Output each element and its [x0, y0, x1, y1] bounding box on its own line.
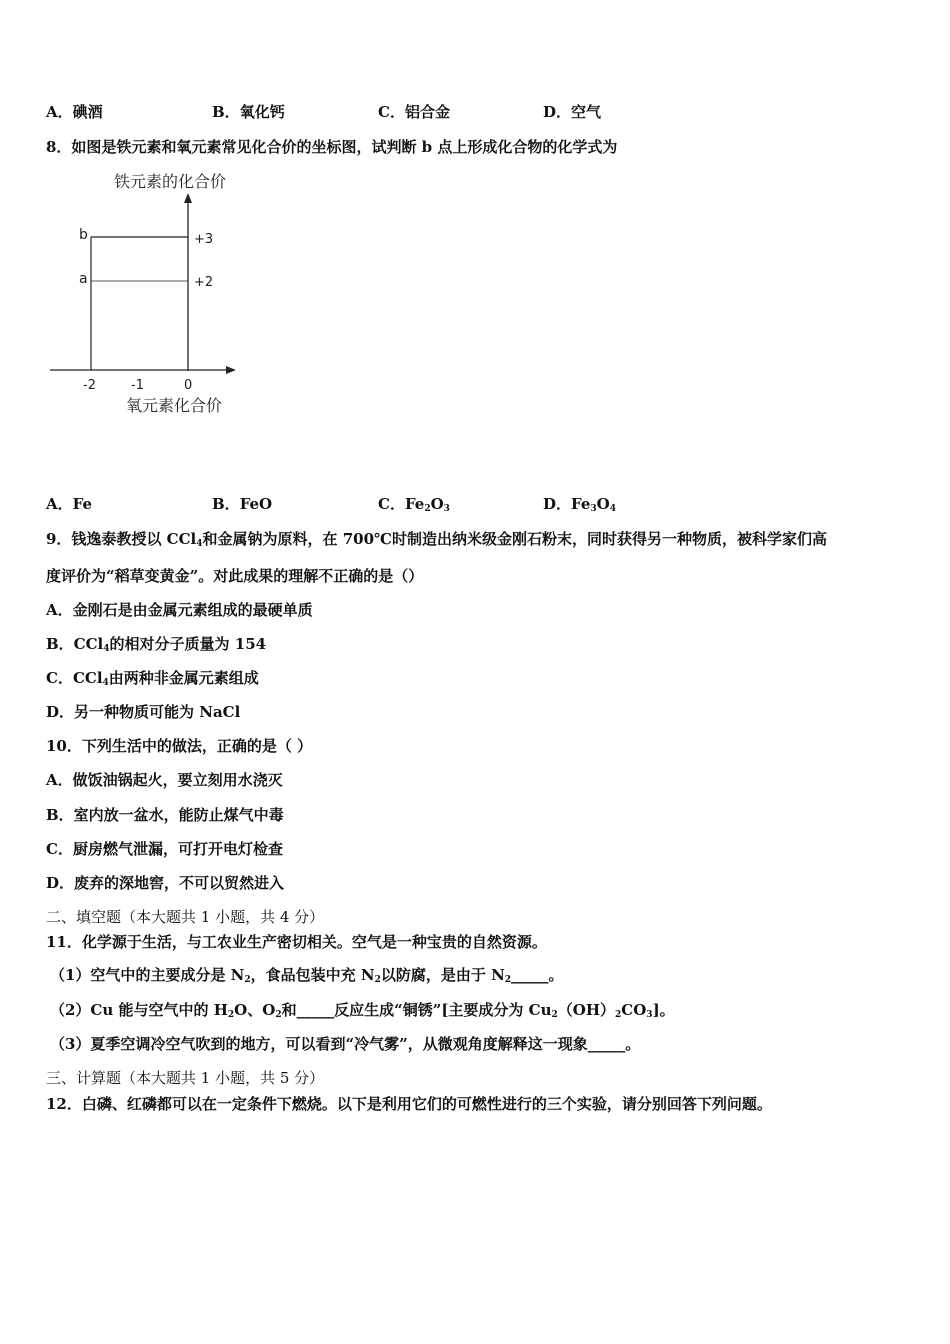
q10-stem: 10．下列生活中的做法，正确的是（ ） [46, 737, 313, 755]
x-tick-0: 0 [184, 378, 193, 393]
q11-sub3: （3）夏季空调冷空气吹到的地方，可以看到“冷气雾”，从微观角度解释这一现象_____。 [50, 1035, 641, 1053]
q9-option-d: D．另一种物质可能为 NaCl [46, 703, 241, 721]
q8-option-b: B．FeO [212, 495, 273, 513]
x-tick-minus2: -2 [83, 378, 96, 393]
x-tick-minus1: -1 [131, 378, 144, 393]
q8-option-d: D．$Fe_3O_4$ [543, 495, 616, 514]
q12-stem: 12．白磷、红磷都可以在一定条件下燃烧。以下是利用它们的可燃性进行的三个实验，请分别回答下列问题。 [46, 1095, 772, 1113]
q10-option-a: A．做饭油锅起火，要立刻用水浇灭 [46, 771, 283, 789]
y-tick-plus2: +2 [194, 275, 214, 290]
point-a-label: a [79, 271, 88, 287]
point-b-label: b [79, 227, 88, 243]
q11-sub2: （2）Cu 能与空气中的 $H_2O$、$O_2$和_____反应生成“铜锈”[主要成分为 $Cu_2(OH)_2CO_3$]。 [50, 1001, 675, 1020]
q7-option-c: C．铝合金 [378, 103, 450, 121]
section-3-heading: 三、计算题（本大题共 1 小题，共 5 分） [46, 1069, 325, 1087]
valence-coordinate-figure [40, 165, 270, 425]
x-axis-label: 氧元素化合价 [126, 396, 223, 415]
q11-stem: 11．化学源于生活，与工农业生产密切相关。空气是一种宝贵的自然资源。 [46, 933, 547, 951]
q9-option-c: C．CCl$_4$由两种非金属元素组成 [46, 669, 259, 688]
q9-stem-line2: 度评价为“稻草变黄金”。对此成果的理解不正确的是（） [46, 567, 424, 585]
q10-option-d: D．废弃的深地窖，不可以贸然进入 [46, 874, 285, 892]
q10-option-b: B．室内放一盆水，能防止煤气中毒 [46, 806, 284, 824]
section-2-heading: 二、填空题（本大题共 1 小题，共 4 分） [46, 908, 325, 926]
q7-option-d: D．空气 [543, 103, 602, 121]
y-tick-plus3: +3 [194, 232, 214, 247]
q8-option-c: C．$Fe_2O_3$ [378, 495, 450, 514]
q10-option-c: C．厨房燃气泄漏，可打开电灯检查 [46, 840, 283, 858]
q7-option-a: A．碘酒 [46, 103, 103, 121]
y-axis-arrow [184, 193, 192, 203]
x-axis-arrow [226, 366, 236, 374]
q9-option-a: A．金刚石是由金属元素组成的最硬单质 [46, 601, 313, 619]
q9-stem-line1: 9．钱逸泰教授以 CCl$_4$和金属钠为原料，在 700℃时制造出纳米级金刚石粉末，同时获得另一种物质，被科学家们高 [46, 530, 828, 549]
q11-sub1: （1）空气中的主要成分是 $N_2$，食品包装中充 $N_2$以防腐，是由于 $N_2\_\_\_\_\_$。 [50, 966, 564, 985]
q7-option-b: B．氧化钙 [212, 103, 285, 121]
q8-stem: 8．如图是铁元素和氧元素常见化合价的坐标图，试判断 b 点上形成化合物的化学式为 [46, 138, 618, 156]
y-axis-label: 铁元素的化合价 [114, 172, 227, 191]
q9-option-b: B．CCl$_4$的相对分子质量为 154 [46, 635, 267, 654]
q8-option-a: A．Fe [46, 495, 93, 513]
